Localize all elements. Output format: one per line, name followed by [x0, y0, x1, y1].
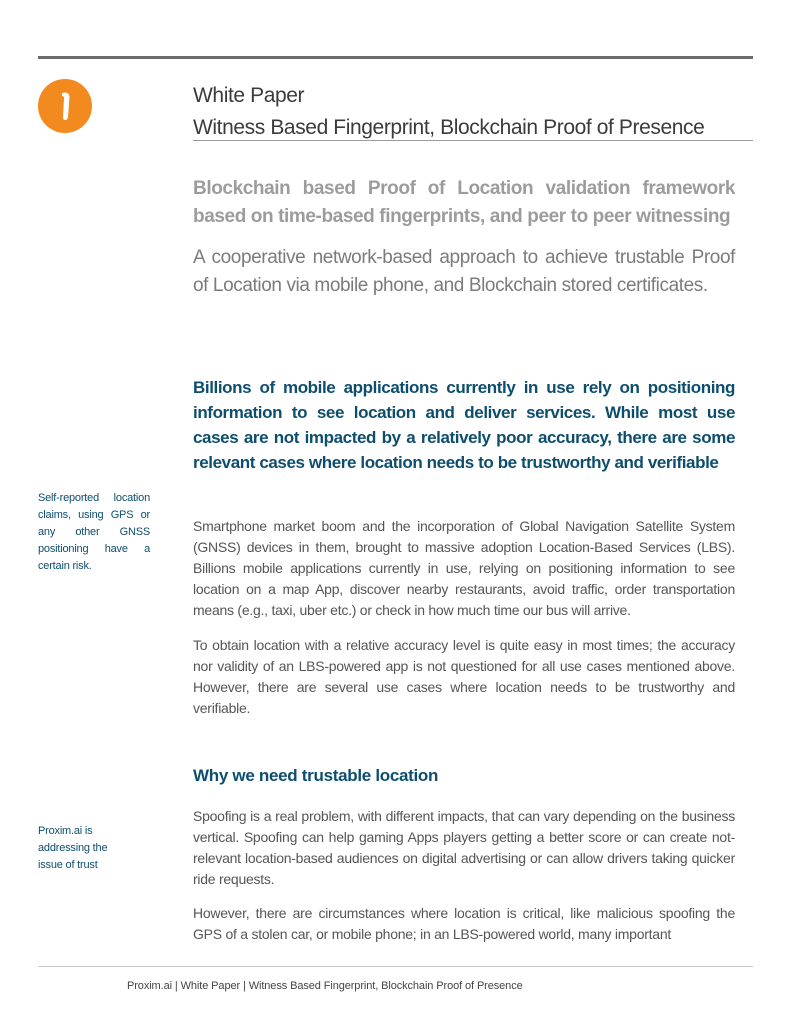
page-footer: Proxim.ai | White Paper | Witness Based Fingerprint, Blockchain Proof of Presence — [127, 980, 523, 992]
body-paragraph: Spoofing is a real problem, with different impacts, that can vary depending on the business vertical. Spoofing can help gaming Apps players getting a better score or can create not-relevant location-based audiences on digital advertising or can allow drivers taking quicker ride requests. — [193, 808, 735, 887]
sidenote-trust: Proxim.ai is addressing the issue of trust — [38, 825, 108, 871]
header-line-1: White Paper — [193, 84, 305, 107]
subtitle-bold: Blockchain based Proof of Location validation framework based on time-based fingerprints, and peer to peer witnessing — [193, 178, 735, 227]
subtitle-light: A cooperative network-based approach to achieve trustable Proof of Location via mobile phone, and Blockchain stored certificates. — [193, 247, 735, 296]
document-header — [193, 80, 753, 144]
body-paragraph: To obtain location with a relative accuracy level is quite easy in most times; the accuracy nor validity of an LBS-powered app is not questioned for all use cases mentioned above. However, there are several use cases where location needs to be trustworthy and verifiable. — [193, 637, 735, 716]
proxim-logo-icon — [38, 79, 92, 133]
lead-paragraph: Billions of mobile applications currently in use rely on positioning information to see location and deliver services. While most use cases are not impacted by a relatively poor accuracy, there are some relevant cases where location needs to be trustworthy and verifiable — [193, 378, 735, 472]
sidenote-risk: Self-reported location claims, using GPS or any other GNSS positioning have a certain risk. — [38, 492, 150, 572]
body-paragraph: However, there are circumstances where location is critical, like malicious spoofing the GPS of a stolen car, or mobile phone; in an LBS-powered world, many important — [193, 905, 735, 942]
footer-rule — [38, 966, 753, 967]
body-paragraph: Smartphone market boom and the incorporation of Global Navigation Satellite System (GNSS) devices in them, brought to massive adoption Location-Based Services (LBS). Billions mobile applications currently in use, relying on positioning information to see location on a map App, discover nearby restaurants, avoid traffic, order transportation means (e.g., taxi, uber etc.) or check in how much time our bus will arrive. — [193, 518, 735, 618]
top-rule — [38, 56, 753, 59]
section-heading: Why we need trustable location — [193, 766, 439, 785]
header-line-2: Witness Based Fingerprint, Blockchain Proof of Presence — [193, 116, 705, 139]
header-rule — [193, 140, 753, 141]
